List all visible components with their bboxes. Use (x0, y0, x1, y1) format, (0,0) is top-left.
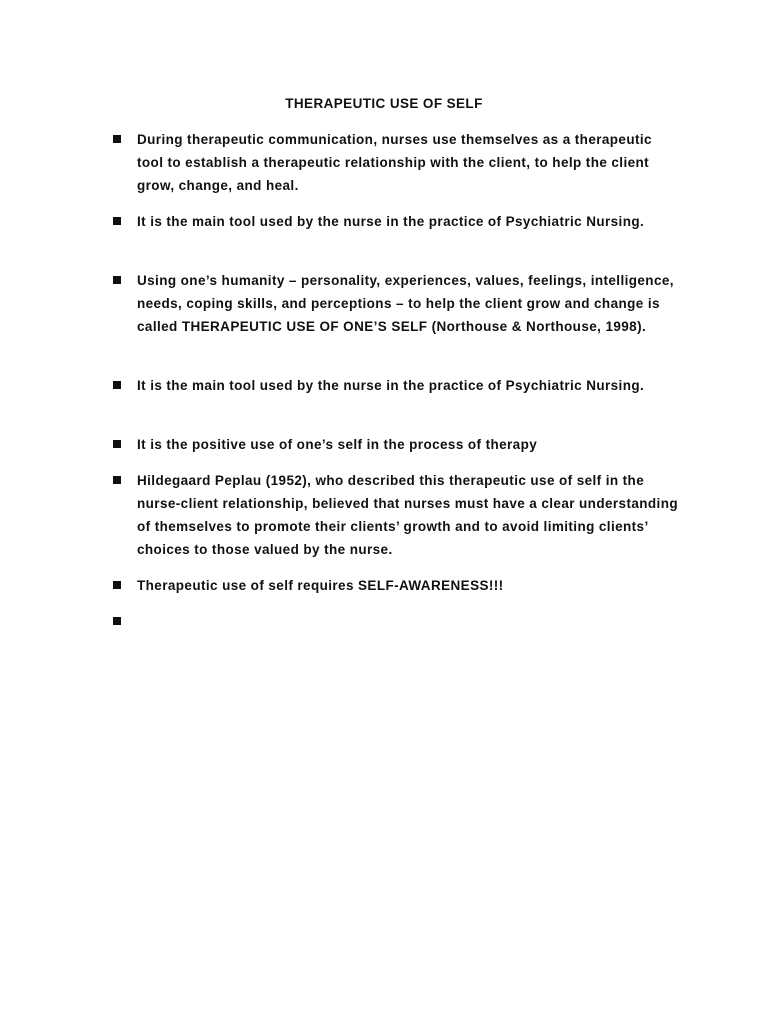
square-bullet-icon (113, 381, 121, 389)
square-bullet-icon (113, 276, 121, 284)
bullet-text: During therapeutic communication, nurses use themselves as a therapeutic tool to establish a therapeutic relationship with the client, to help the client grow, change, and heal. (137, 132, 652, 193)
bullet-text: It is the positive use of one’s self in the process of therapy (137, 437, 538, 452)
square-bullet-icon (113, 581, 121, 589)
square-bullet-icon (113, 440, 121, 448)
bullet-text: Therapeutic use of self requires SELF-AWARENESS!!! (137, 578, 504, 593)
bullet-text: It is the main tool used by the nurse in the practice of Psychiatric Nursing. (137, 214, 645, 229)
bullet-text: Using one’s humanity – personality, experiences, values, feelings, intelligence, needs, coping skills, and perceptions – to help the client grow and change is called THERAPEUTIC USE OF ONE’S SELF (Northouse & Northouse, 1998). (137, 273, 674, 334)
square-bullet-icon (113, 135, 121, 143)
bullet-text: Hildegaard Peplau (1952), who described this therapeutic use of self in the nurse-client relationship, believed that nurses must have a clear understanding of themselves to promote their clients’ growth and to avoid limiting clients’ choices to those valued by the nurse. (137, 473, 678, 557)
square-bullet-icon (113, 617, 121, 625)
page-title: THERAPEUTIC USE OF SELF (285, 96, 483, 111)
bullet-text: It is the main tool used by the nurse in the practice of Psychiatric Nursing. (137, 378, 645, 393)
square-bullet-icon (113, 217, 121, 225)
square-bullet-icon (113, 476, 121, 484)
